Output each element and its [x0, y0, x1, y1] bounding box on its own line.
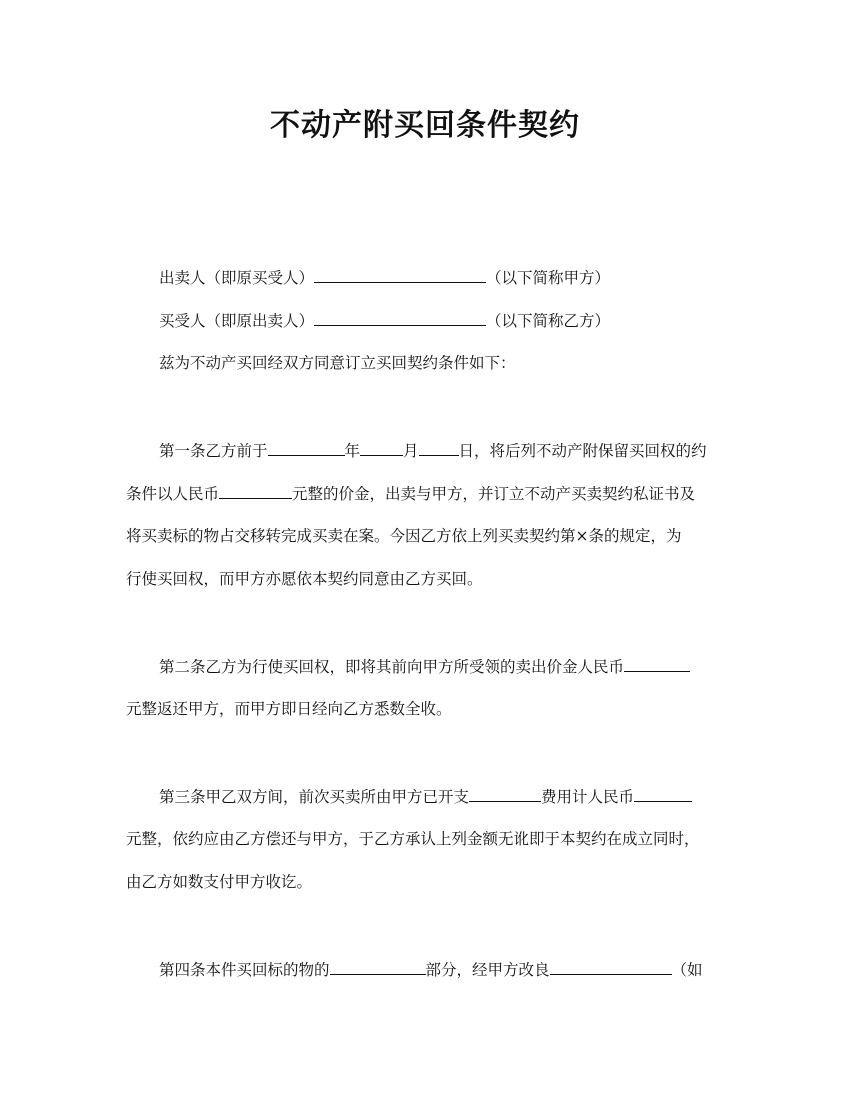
seller-label: 出卖人（即原买受人）: [159, 269, 315, 287]
expense-amount-blank: [634, 785, 692, 802]
article3-text: 费用计人民币: [541, 788, 635, 806]
improvement-blank: [550, 958, 672, 975]
article4-text: 部分，经甲方改良: [425, 961, 550, 979]
article1-text: 第一条乙方前于: [159, 442, 268, 460]
article2-line2: 元整返还甲方，而甲方即日经向乙方悉数全收。: [126, 700, 452, 718]
year-label: 年: [344, 442, 361, 460]
buyer-suffix: （以下简称乙方）: [486, 312, 611, 330]
month-blank: [360, 439, 403, 456]
article1-line4: 行使买回权，而甲方亦愿依本契约同意由乙方买回。: [126, 570, 483, 588]
day-blank: [419, 439, 459, 456]
article3-line3: 由乙方如数支付甲方收讫。: [126, 873, 313, 891]
refund-amount-blank: [624, 655, 690, 672]
article4-text: （如: [671, 961, 703, 979]
month-label: 月: [403, 442, 419, 460]
article2-text: 第二条乙方为行使买回权，即将其前向甲方所受领的卖出价金人民币: [159, 658, 625, 676]
article3-line2: 元整，依约应由乙方偿还与甲方，于乙方承认上列金额无讹即于本契约在成立同时，: [126, 830, 700, 848]
article1-text: 日，将后列不动产附保留买回权的约: [458, 442, 707, 460]
seller-name-blank: [314, 266, 486, 283]
seller-line: [159, 266, 729, 289]
article4-line1: [159, 958, 729, 981]
article3-line1: [159, 785, 729, 808]
seller-suffix: （以下简称甲方）: [486, 269, 611, 287]
price-blank: [219, 482, 292, 499]
buyer-line: [159, 309, 729, 332]
article4-text: 第四条本件买回标的物的: [159, 961, 330, 979]
article2-line1: [159, 655, 729, 678]
article3-text: 第三条甲乙双方间，前次买卖所由甲方已开支: [159, 788, 470, 806]
intro-line: 兹为不动产买回经双方同意订立买回契约条件如下：: [159, 354, 516, 372]
buyer-name-blank: [314, 309, 486, 326]
article1-text: 元整的价金，出卖与甲方，并订立不动产买卖契约私证书及: [292, 485, 696, 503]
property-part-blank: [330, 958, 426, 975]
article1-line2: [126, 482, 726, 505]
article1-text: 条件以人民币: [126, 485, 220, 503]
expense-blank: [469, 785, 541, 802]
buyer-label: 买受人（即原出卖人）: [159, 312, 315, 330]
year-blank: [268, 439, 345, 456]
document-title: 不动产附买回条件契约: [270, 108, 580, 143]
article1-line1: [159, 439, 729, 462]
article1-line3: 将买卖标的物占交移转完成买卖在案。今因乙方依上列买卖契约第×条的规定，为: [126, 527, 682, 545]
